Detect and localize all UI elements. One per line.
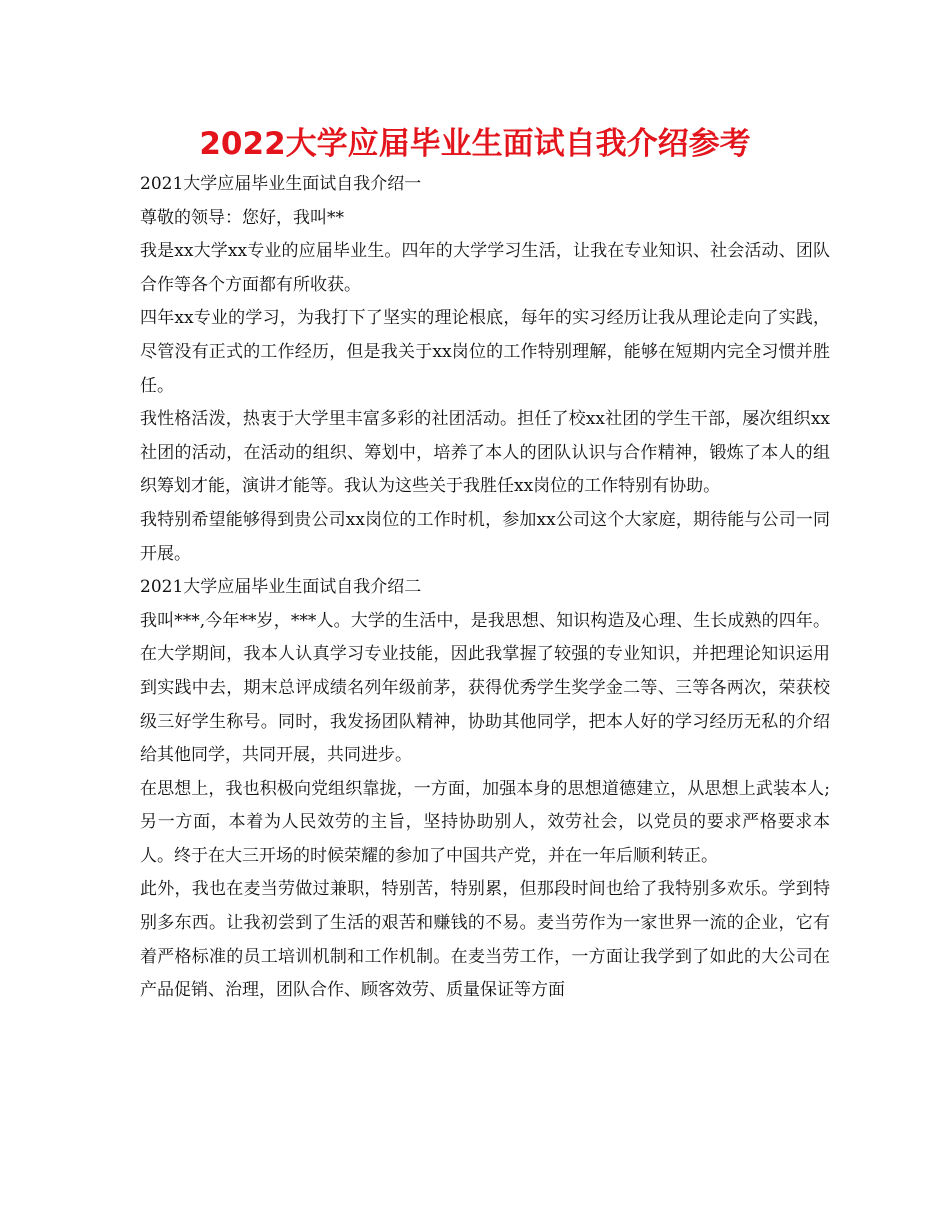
paragraph-section-heading-1: 2021大学应届毕业生面试自我介绍一 xyxy=(140,174,422,194)
paragraph: 此外，我也在麦当劳做过兼职，特别苦，特别累，但那段时间也给了我特别多欢乐。学到特别多东西。让我初尝到了生活的艰苦和赚钱的不易。麦当劳作为一家世界一流的企业，它有着严格标准的员工培训机制和工作机制。在麦当劳工作，一方面让我学到了如此的大公司在产品促销、治理，团队合作、顾客效劳、质量保证等方面 xyxy=(140,879,830,1001)
paragraph-section-heading-2: 2021大学应届毕业生面试自我介绍二 xyxy=(140,577,422,598)
paragraph-greeting: 尊敬的领导：您好，我叫** xyxy=(140,207,344,228)
paragraph: 在思想上，我也积极向党组织靠拢，一方面，加强本身的思想道德建立，从思想上武装本人;另一方面，本着为人民效劳的主旨，坚持协助别人，效劳社会，以党员的要求严格要求本人。终于在大三开场的时候荣耀的参加了中国共产党，并在一年后顺利转正。 xyxy=(140,778,830,866)
paragraph: 我性格活泼，热衷于大学里丰富多彩的社团活动。担任了校xx社团的学生干部，屡次组织xx社团的活动，在活动的组织、筹划中，培养了本人的团队认识与合作精神，锻炼了本人的组织筹划才能，演讲才能等。我认为这些关于我胜任xx岗位的工作特别有协助。 xyxy=(140,409,830,497)
paragraph: 我叫***,今年**岁，***人。大学的生活中，是我思想、知识构造及心理、生长成熟的四年。在大学期间，我本人认真学习专业技能，因此我掌握了较强的专业知识，并把理论知识运用到实践中去，期末总评成绩名列年级前茅，获得优秀学生奖学金二等、三等各两次，荣获校级三好学生称号。同时，我发扬团队精神，协助其他同学，把本人好的学习经历无私的介绍给其他同学，共同开展，共同进步。 xyxy=(140,610,830,766)
paragraph: 我特别希望能够得到贵公司xx岗位的工作时机，参加xx公司这个大家庭，期待能与公司一同开展。 xyxy=(140,509,830,564)
document-title: 2022大学应届毕业生面试自我介绍参考 xyxy=(199,126,751,162)
paragraph: 我是xx大学xx专业的应届毕业生。四年的大学学习生活，让我在专业知识、社会活动、团队合作等各个方面都有所收获。 xyxy=(140,241,830,295)
paragraph: 四年xx专业的学习，为我打下了坚实的理论根底，每年的实习经历让我从理论走向了实践，尽管没有正式的工作经历，但是我关于xx岗位的工作特别理解，能够在短期内完全习惯并胜任。 xyxy=(140,308,830,396)
document-body xyxy=(140,168,830,1008)
